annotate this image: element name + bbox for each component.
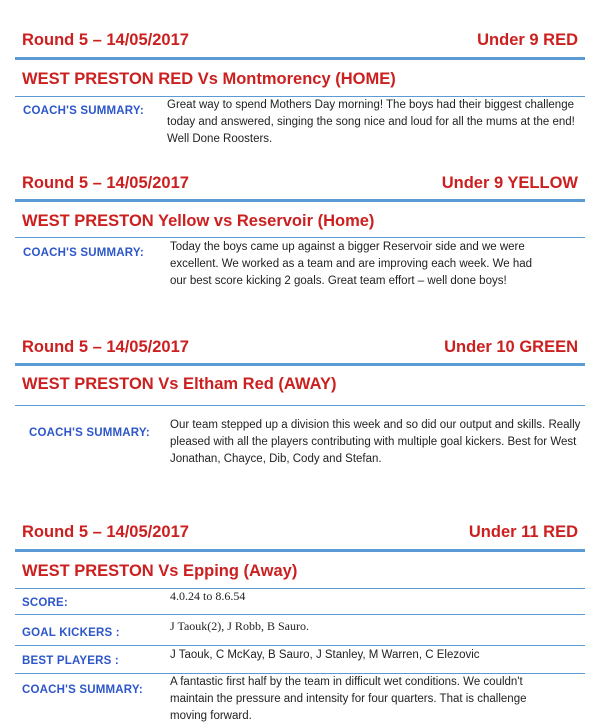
match-title: WEST PRESTON RED Vs Montmorency (HOME) [22, 70, 396, 88]
coach-summary-text: Great way to spend Mothers Day morning! The boys had their biggest challenge today and answered, singing the song nice and loud for all the mums at the end! Well Done Roosters. [167, 99, 575, 145]
section-divider [15, 199, 585, 202]
coach-summary-text: Today the boys came up against a bigger Reservoir side and we were excellent. We worked as a team and are improving each week. We had our best score kicking 2 goals. Great team effort – well done boys! [170, 241, 533, 287]
coach-summary-text: Our team stepped up a division this week and so did our output and skills. Really pleased with all the players contributing with multiple goal kickers. Best for West Jonathan, Chayce, Dib, Cody and Stefan. [170, 419, 581, 465]
coach-summary-label: COACH'S SUMMARY: [29, 427, 150, 439]
goal-kickers-value: J Taouk(2), J Robb, B Sauro. [170, 619, 309, 633]
grade-heading: Under 9 RED [477, 31, 578, 49]
row-divider [15, 405, 585, 406]
section-divider [15, 57, 585, 60]
best-players-value: J Taouk, C McKay, B Sauro, J Stanley, M Warren, C Elezovic [170, 649, 480, 661]
coach-summary-label: COACH'S SUMMARY: [22, 684, 143, 696]
score-value: 4.0.24 to 8.6.54 [170, 589, 246, 603]
match-title: WEST PRESTON Vs Epping (Away) [22, 562, 298, 580]
round-heading: Round 5 – 14/05/2017 [22, 338, 189, 356]
round-heading: Round 5 – 14/05/2017 [22, 31, 189, 49]
section-divider [15, 363, 585, 366]
row-divider [15, 614, 585, 615]
goal-kickers-label: GOAL KICKERS : [22, 627, 120, 639]
row-divider [15, 237, 585, 238]
round-heading: Round 5 – 14/05/2017 [22, 174, 189, 192]
row-divider [15, 645, 585, 646]
score-label: SCORE: [22, 597, 68, 609]
coach-summary-text: A fantastic first half by the team in difficult wet conditions. We couldn't maintain the pressure and intensity for four quarters. That is challenge moving forward. [170, 676, 527, 722]
round-heading: Round 5 – 14/05/2017 [22, 523, 189, 541]
match-title: WEST PRESTON Vs Eltham Red (AWAY) [22, 375, 337, 393]
grade-heading: Under 10 GREEN [444, 338, 578, 356]
grade-heading: Under 9 YELLOW [441, 174, 578, 192]
coach-summary-label: COACH'S SUMMARY: [23, 105, 144, 117]
coach-summary-label: COACH'S SUMMARY: [23, 247, 144, 259]
match-title: WEST PRESTON Yellow vs Reservoir (Home) [22, 212, 375, 230]
best-players-label: BEST PLAYERS : [22, 655, 119, 667]
grade-heading: Under 11 RED [468, 523, 578, 541]
section-divider [15, 549, 585, 552]
row-divider [15, 588, 585, 589]
